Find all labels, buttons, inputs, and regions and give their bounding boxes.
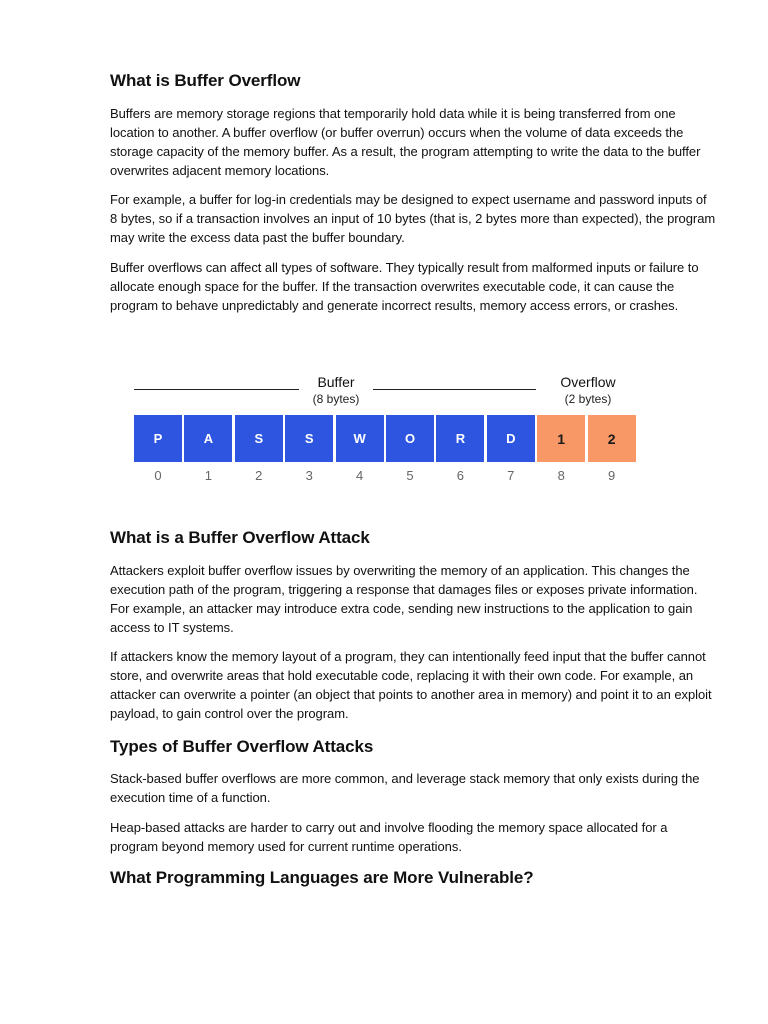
section-title-vulnerable-languages: What Programming Languages are More Vulnerable? [110, 868, 534, 887]
memory-index-5: 5 [406, 468, 414, 483]
memory-cell-2: S [235, 415, 283, 462]
overflow-label: Overflow [560, 374, 616, 390]
memory-cell-7: D [487, 415, 535, 462]
paragraph-buffer-definition: Buffers are memory storage regions that temporarily hold data while it is being transferred from one location to another. A buffer overflow (or buffer overrun) occurs when the volume of data exceeds the storage capacity of the memory buffer. As a result, the program attempting to write the data to the buffer overwrites adjacent memory locations. [110, 106, 701, 178]
memory-cell-9: 2 [588, 415, 636, 462]
memory-cell-8: 1 [537, 415, 585, 462]
buffer-size-label: (8 bytes) [312, 392, 360, 406]
memory-index-7: 7 [507, 468, 515, 483]
memory-cell-0: P [134, 415, 182, 462]
section-title-buffer-overflow: What is Buffer Overflow [110, 71, 301, 90]
memory-index-4: 4 [355, 468, 364, 483]
paragraph-stack-based: Stack-based buffer overflows are more common, and leverage stack memory that only exists during the execution time of a function. [110, 771, 700, 805]
section-title-buffer-overflow-attack: What is a Buffer Overflow Attack [110, 528, 370, 547]
buffer-label: Buffer [317, 374, 355, 390]
buffer-bracket-line-right [373, 389, 536, 390]
paragraph-heap-based: Heap-based attacks are harder to carry out and involve flooding the memory space allocated for a program beyond memory used for current runtime operations. [110, 820, 668, 854]
memory-index-9: 9 [607, 468, 616, 483]
memory-cell-1: A [184, 415, 232, 462]
overflow-size-label: (2 bytes) [564, 392, 612, 406]
memory-cell-4: W [336, 415, 384, 462]
memory-cell-3: S [285, 415, 333, 462]
memory-index-6: 6 [456, 468, 464, 483]
memory-index-1: 1 [204, 468, 212, 483]
memory-index-3: 3 [305, 468, 313, 483]
section-title-types-of-attacks: Types of Buffer Overflow Attacks [110, 737, 374, 756]
buffer-overflow-diagram [134, 372, 638, 484]
memory-cell-6: R [436, 415, 484, 462]
memory-index-2: 2 [255, 468, 263, 483]
paragraph-attack-description: Attackers exploit buffer overflow issues by overwriting the memory of an application. This changes the execution path of the program, triggering a response that damages files or exposes private information. For example, an attacker may introduce extra code, sending new instructions to the application to gain access to IT systems. [110, 563, 698, 635]
buffer-bracket-line-left [134, 389, 299, 390]
paragraph-buffer-effects: Buffer overflows can affect all types of software. They typically result from malformed inputs or failure to allocate enough space for the buffer. If the transaction overwrites executable code, it can cause the program to behave unpredictably and generate incorrect results, memory access errors, or crashes. [110, 260, 699, 313]
memory-cell-5: O [386, 415, 434, 462]
paragraph-attack-memory-layout: If attackers know the memory layout of a program, they can intentionally feed input that the buffer cannot store, and overwrite areas that hold executable code, replacing it with their own code. For example, an attacker can overwrite a pointer (an object that points to another area in memory) and point it to an exploit payload, to gain control over the program. [110, 649, 712, 721]
memory-index-8: 8 [557, 468, 565, 483]
memory-index-0: 0 [154, 468, 162, 483]
paragraph-buffer-example: For example, a buffer for log-in credentials may be designed to expect username and password inputs of 8 bytes, so if a transaction involves an input of 10 bytes (that is, 2 bytes more than expected), the program may write the excess data past the buffer boundary. [110, 192, 716, 245]
